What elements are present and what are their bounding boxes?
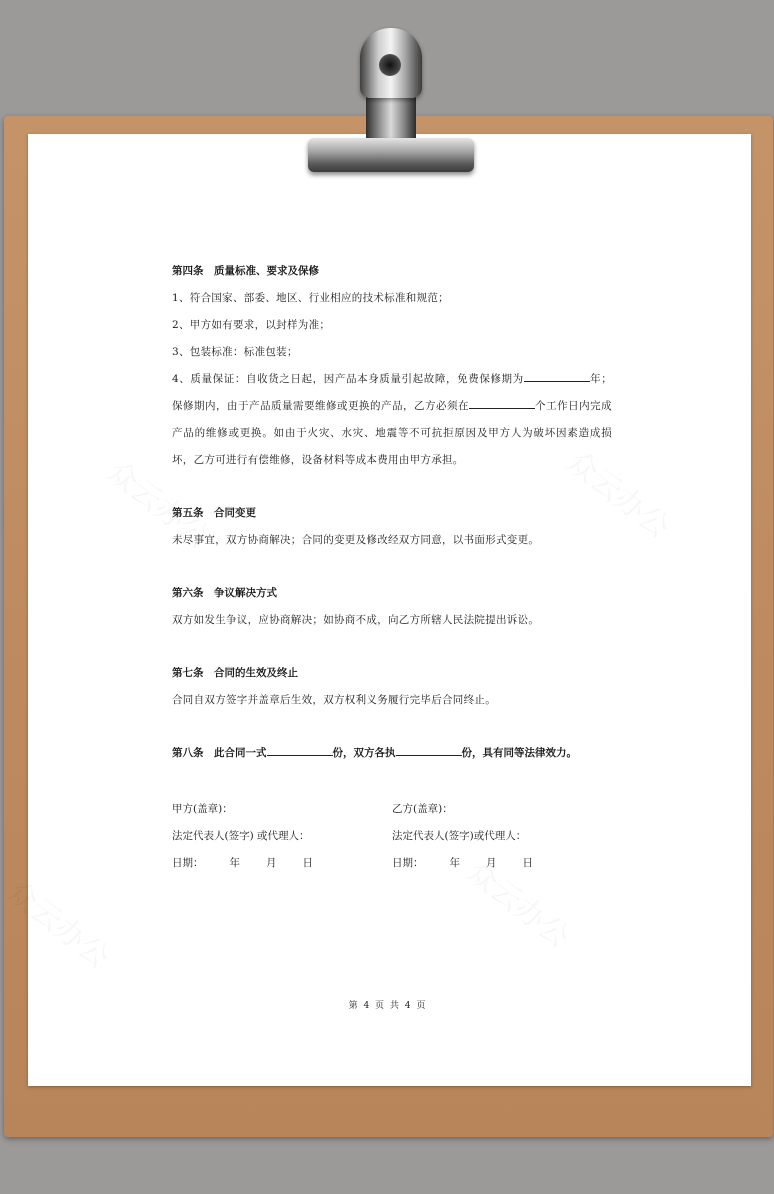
article-4-item-3: 3、包装标准：标准包装； (172, 346, 298, 358)
article-7-heading: 第七条 合同的生效及终止 (172, 667, 298, 679)
article-4-warranty (172, 366, 612, 474)
article-7-text: 合同自双方签字并盖章后生效，双方权利义务履行完毕后合同终止。 (172, 694, 496, 706)
warranty-years-blank[interactable] (524, 370, 590, 382)
repair-days-blank[interactable] (469, 397, 535, 409)
copies-each-blank[interactable] (396, 744, 462, 756)
party-a-representative: 法定代表人(签字) 或代理人： (172, 830, 310, 842)
page-number: 第 4 页 共 4 页 (348, 1001, 426, 1011)
party-b-seal: 乙方(盖章)： (392, 803, 453, 815)
year-label: 年 (449, 857, 460, 869)
article-6-text: 双方如发生争议，应协商解决；如协商不成，向乙方所辖人民法院提出诉讼。 (172, 614, 540, 626)
article-8-heading (172, 740, 612, 767)
article-8-text-1: 第八条 此合同一式 (172, 747, 267, 759)
binder-clip-base (308, 138, 474, 172)
article-5-text: 未尽事宜，双方协商解决；合同的变更及修改经双方同意，以书面形式变更。 (172, 534, 540, 546)
day-label: 日 (302, 857, 313, 869)
year-label: 年 (229, 857, 240, 869)
binder-clip-icon (360, 28, 422, 98)
party-b-date (392, 850, 612, 877)
article-8-text-2: 份，双方各执 (332, 747, 396, 759)
party-b-representative: 法定代表人(签字)或代理人： (392, 830, 527, 842)
month-label: 月 (266, 857, 277, 869)
day-label: 日 (522, 857, 533, 869)
warranty-text-1: 4、质量保证：自收货之日起，因产品本身质量引起故障，免费保修期为 (172, 373, 524, 385)
date-label: 日期： (172, 857, 204, 869)
article-8-text-3: 份，具有同等法律效力。 (461, 747, 577, 759)
copies-total-blank[interactable] (267, 744, 333, 756)
party-a-seal: 甲方(盖章)： (172, 803, 233, 815)
warranty-text-3: 个工作日内完成产品的维修或更换。如由于火灾、水灾、地震等不可抗拒原因及甲方人为破坏因素造成损坏，乙方可进行有偿维修，设备材料等成本费用由甲方承担。 (172, 400, 612, 466)
article-4-item-2: 2、甲方如有要求，以封样为准； (172, 319, 331, 331)
signature-block (172, 796, 612, 877)
article-4-item-1: 1、符合国家、部委、地区、行业相应的技术标准和规范； (172, 292, 449, 304)
date-label: 日期： (392, 857, 424, 869)
month-label: 月 (486, 857, 497, 869)
article-5-heading: 第五条 合同变更 (172, 507, 256, 519)
party-a-date (172, 850, 392, 877)
article-4-heading: 第四条 质量标准、要求及保修 (172, 265, 319, 277)
clip-hole (379, 54, 401, 76)
contract-body (172, 258, 612, 767)
warranty-text-2: 年；保修期内，由于产品质量需要维修或更换的产品，乙方必须在 (172, 373, 612, 412)
article-6-heading: 第六条 争议解决方式 (172, 587, 277, 599)
